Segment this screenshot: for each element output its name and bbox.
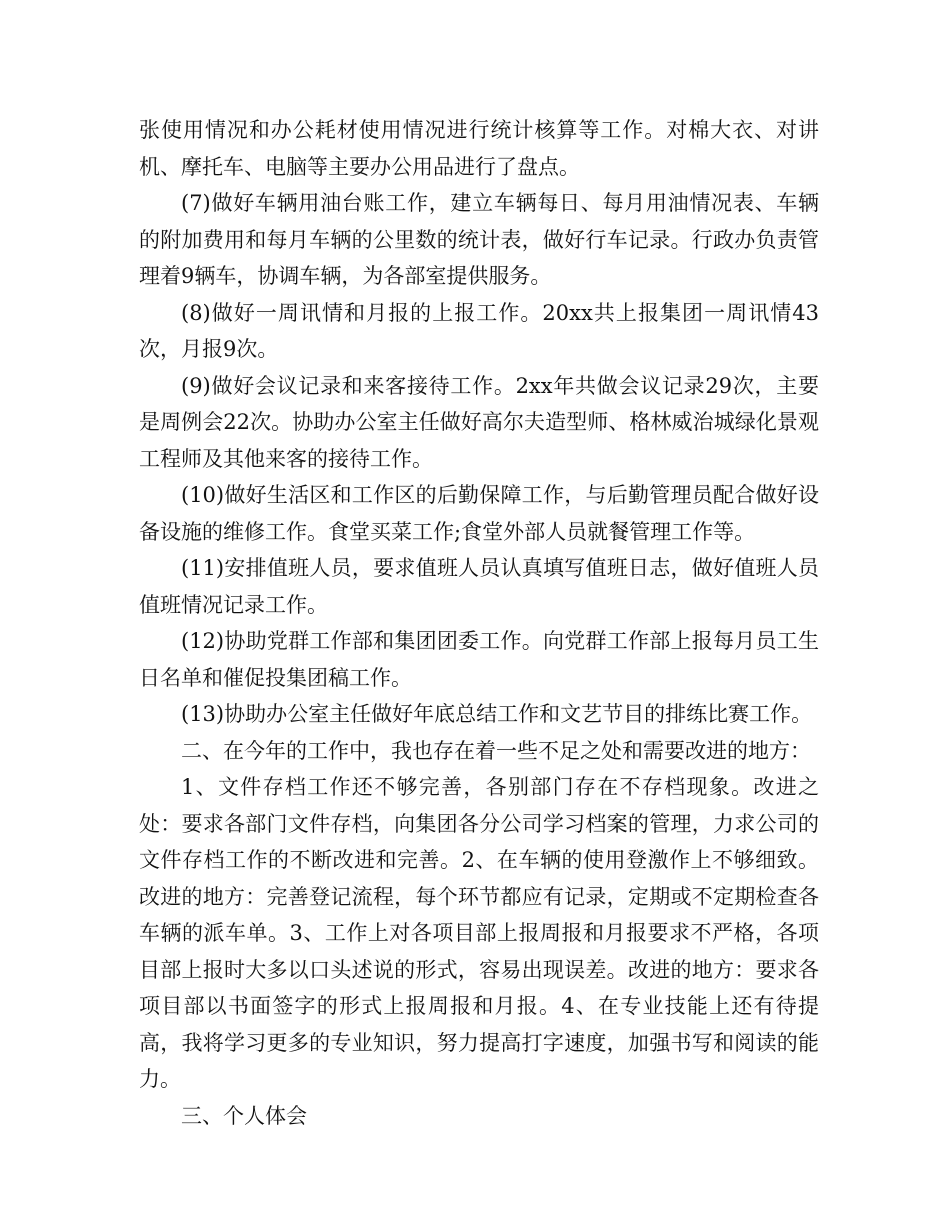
document-body — [139, 112, 819, 1134]
paragraph-item-13: (13)协助办公室主任做好年底总结工作和文艺节目的排练比赛工作。 — [181, 702, 813, 726]
section-heading-personal-experience: 三、个人体会 — [181, 1103, 307, 1128]
paragraph-item-11: (11)安排值班人员，要求值班人员认真填写值班日志，做好值班人员值班情况记录工作。 — [139, 556, 819, 617]
paragraph-improvements: 1、文件存档工作还不够完善，各别部门存在不存档现象。改进之处：要求各部门文件存档，向集团各分公司学习档案的管理，力求公司的文件存档工作的不断改进和完善。2、在车辆的使用登激作上不够细致。改进的地方：完善登记流程，每个环节都应有记录，定期或不定期检查各车辆的派车单。3、工作上对各项目部上报周报和月报要求不严格，各项目部上报时大多以口头述说的形式，容易出现误差。改进的地方：要求各项目部以书面签字的形式上报周报和月报。4、在专业技能上还有待提高，我将学习更多的专业知识，努力提高打字速度，加强书写和阅读的能力。 — [139, 775, 819, 1091]
paragraph-office-supplies: 张使用情况和办公耗材使用情况进行统计核算等工作。对棉大衣、对讲机、摩托车、电脑等主要办公用品进行了盘点。 — [139, 118, 819, 179]
paragraph-item-12: (12)协助党群工作部和集团团委工作。向党群工作部上报每月员工生日名单和催促投集团稿工作。 — [139, 629, 819, 690]
section-heading-shortcomings: 二、在今年的工作中，我也存在着一些不足之处和需要改进的地方： — [181, 738, 811, 763]
paragraph-item-8: (8)做好一周讯情和月报的上报工作。20xx共上报集团一周讯情43次，月报9次。 — [139, 300, 819, 361]
paragraph-item-10: (10)做好生活区和工作区的后勤保障工作，与后勤管理员配合做好设备设施的维修工作。食堂买菜工作;食堂外部人员就餐管理工作等。 — [139, 483, 819, 544]
paragraph-item-7: (7)做好车辆用油台账工作，建立车辆每日、每月用油情况表、车辆的附加费用和每月车辆的公里数的统计表，做好行车记录。行政办负责管理着9辆车，协调车辆，为各部室提供服务。 — [139, 191, 819, 288]
paragraph-item-9: (9)做好会议记录和来客接待工作。2xx年共做会议记录29次，主要是周例会22次。协助办公室主任做好高尔夫造型师、格林威治城绿化景观工程师及其他来客的接待工作。 — [139, 373, 819, 471]
